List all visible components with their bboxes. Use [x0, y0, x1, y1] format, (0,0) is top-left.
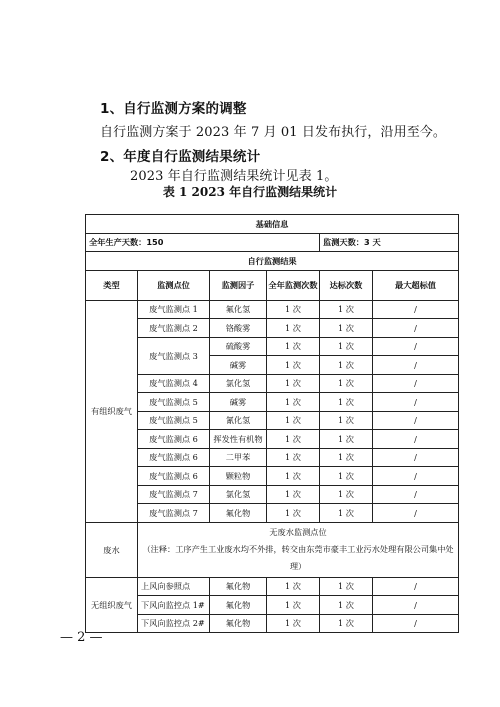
- cell-pass: 1 次: [320, 596, 373, 615]
- cell-count: 1 次: [267, 467, 320, 486]
- type-unorganized-gas: 无组织废气: [86, 577, 138, 633]
- cell-count: 1 次: [267, 300, 320, 319]
- cell-point: 废气监测点 5: [138, 411, 210, 430]
- cell-point: 下风向监控点 2#: [138, 614, 210, 633]
- cell-max: /: [373, 614, 459, 633]
- cell-count: 1 次: [267, 393, 320, 412]
- cell-factor: 硫酸雾: [210, 337, 267, 356]
- cell-max: /: [373, 393, 459, 412]
- cell-pass: 1 次: [320, 356, 373, 375]
- table-row: [86, 577, 459, 596]
- table-row: [86, 430, 459, 449]
- wastewater-row: [86, 522, 459, 577]
- table-row: [86, 596, 459, 615]
- cell-max: /: [373, 577, 459, 596]
- header-factor: 监测因子: [210, 270, 267, 300]
- cell-pass: 1 次: [320, 485, 373, 504]
- header-max-exceed: 最大超标值: [373, 270, 459, 300]
- cell-max: /: [373, 374, 459, 393]
- wastewater-note: [138, 522, 459, 577]
- cell-count: 1 次: [267, 430, 320, 449]
- cell-factor: 氟化物: [210, 577, 267, 596]
- cell-pass: 1 次: [320, 467, 373, 486]
- cell-point: 下风向监控点 1#: [138, 596, 210, 615]
- cell-factor: 氰化氢: [210, 411, 267, 430]
- section2-heading: 2、年度自行监测结果统计: [100, 149, 261, 165]
- wastewater-line2: （注释：工序产生工业废水均不外排，转交由东莞市豪丰工业污水处理有限公司集中处理）: [142, 544, 454, 571]
- cell-factor: 颗粒物: [210, 467, 267, 486]
- cell-count: 1 次: [267, 319, 320, 338]
- wastewater-line1: 无废水监测点位: [269, 527, 327, 537]
- cell-max: /: [373, 448, 459, 467]
- table-row: [86, 614, 459, 633]
- results-table: [85, 214, 459, 633]
- cell-pass: 1 次: [320, 393, 373, 412]
- section2-text: 2023 年自行监测结果统计见表 1。: [130, 169, 338, 184]
- cell-max: /: [373, 485, 459, 504]
- cell-point: 废气监测点 3: [138, 337, 210, 374]
- cell-max: /: [373, 411, 459, 430]
- cell-point: 废气监测点 7: [138, 485, 210, 504]
- monitoring-days: 监测天数：3 天: [320, 233, 459, 252]
- cell-factor: 挥发性有机物: [210, 430, 267, 449]
- table-row: [86, 374, 459, 393]
- cell-count: 1 次: [267, 596, 320, 615]
- type-organized-gas: 有组织废气: [86, 300, 138, 522]
- section1-text: 自行监测方案于 2023 年 7 月 01 日发布执行，沿用至今。: [100, 125, 446, 140]
- cell-count: 1 次: [267, 485, 320, 504]
- cell-count: 1 次: [267, 614, 320, 633]
- cell-factor: 氯化氢: [210, 374, 267, 393]
- cell-factor: 铬酸雾: [210, 319, 267, 338]
- cell-point: 废气监测点 6: [138, 467, 210, 486]
- table-row: [86, 300, 459, 319]
- page-number: — 2 —: [60, 630, 103, 645]
- section1-heading: 1、自行监测方案的调整: [100, 101, 247, 117]
- cell-max: /: [373, 337, 459, 356]
- cell-max: /: [373, 504, 459, 523]
- cell-factor: 氟化物: [210, 614, 267, 633]
- cell-factor: 氟化物: [210, 596, 267, 615]
- type-wastewater: 废水: [86, 522, 138, 577]
- cell-factor: 氟化物: [210, 504, 267, 523]
- cell-max: /: [373, 596, 459, 615]
- header-annual-count: 全年监测次数: [267, 270, 320, 300]
- cell-point: 废气监测点 5: [138, 393, 210, 412]
- table-row: [86, 411, 459, 430]
- table-row: [86, 393, 459, 412]
- cell-factor: 碱雾: [210, 393, 267, 412]
- cell-factor: 碱雾: [210, 356, 267, 375]
- cell-count: 1 次: [267, 337, 320, 356]
- cell-pass: 1 次: [320, 614, 373, 633]
- table-row: [86, 319, 459, 338]
- cell-pass: 1 次: [320, 504, 373, 523]
- basic-info-title: 基础信息: [86, 215, 459, 234]
- cell-max: /: [373, 467, 459, 486]
- cell-point: 废气监测点 6: [138, 448, 210, 467]
- cell-count: 1 次: [267, 577, 320, 596]
- cell-pass: 1 次: [320, 337, 373, 356]
- header-type: 类型: [86, 270, 138, 300]
- cell-point: 废气监测点 4: [138, 374, 210, 393]
- results-title: 自行监测结果: [86, 252, 459, 271]
- cell-count: 1 次: [267, 504, 320, 523]
- cell-pass: 1 次: [320, 430, 373, 449]
- cell-factor: 氟化氢: [210, 300, 267, 319]
- cell-pass: 1 次: [320, 374, 373, 393]
- cell-count: 1 次: [267, 448, 320, 467]
- cell-count: 1 次: [267, 374, 320, 393]
- table-row: [86, 448, 459, 467]
- cell-pass: 1 次: [320, 319, 373, 338]
- production-days: 全年生产天数：150: [86, 233, 320, 252]
- cell-pass: 1 次: [320, 411, 373, 430]
- table-row: [86, 485, 459, 504]
- cell-factor: 二甲苯: [210, 448, 267, 467]
- cell-pass: 1 次: [320, 448, 373, 467]
- cell-count: 1 次: [267, 356, 320, 375]
- cell-max: /: [373, 319, 459, 338]
- cell-pass: 1 次: [320, 300, 373, 319]
- cell-pass: 1 次: [320, 577, 373, 596]
- cell-point: 废气监测点 1: [138, 300, 210, 319]
- cell-point: 上风向参照点: [138, 577, 210, 596]
- cell-point: 废气监测点 7: [138, 504, 210, 523]
- cell-max: /: [373, 300, 459, 319]
- table-caption: 表 1 2023 年自行监测结果统计: [162, 185, 338, 199]
- cell-point: 废气监测点 6: [138, 430, 210, 449]
- table-row: [86, 504, 459, 523]
- header-point: 监测点位: [138, 270, 210, 300]
- cell-point: 废气监测点 2: [138, 319, 210, 338]
- cell-max: /: [373, 430, 459, 449]
- cell-count: 1 次: [267, 411, 320, 430]
- table-row: [86, 467, 459, 486]
- cell-factor: 氯化氢: [210, 485, 267, 504]
- table-row: [86, 337, 459, 356]
- header-pass-count: 达标次数: [320, 270, 373, 300]
- cell-max: /: [373, 356, 459, 375]
